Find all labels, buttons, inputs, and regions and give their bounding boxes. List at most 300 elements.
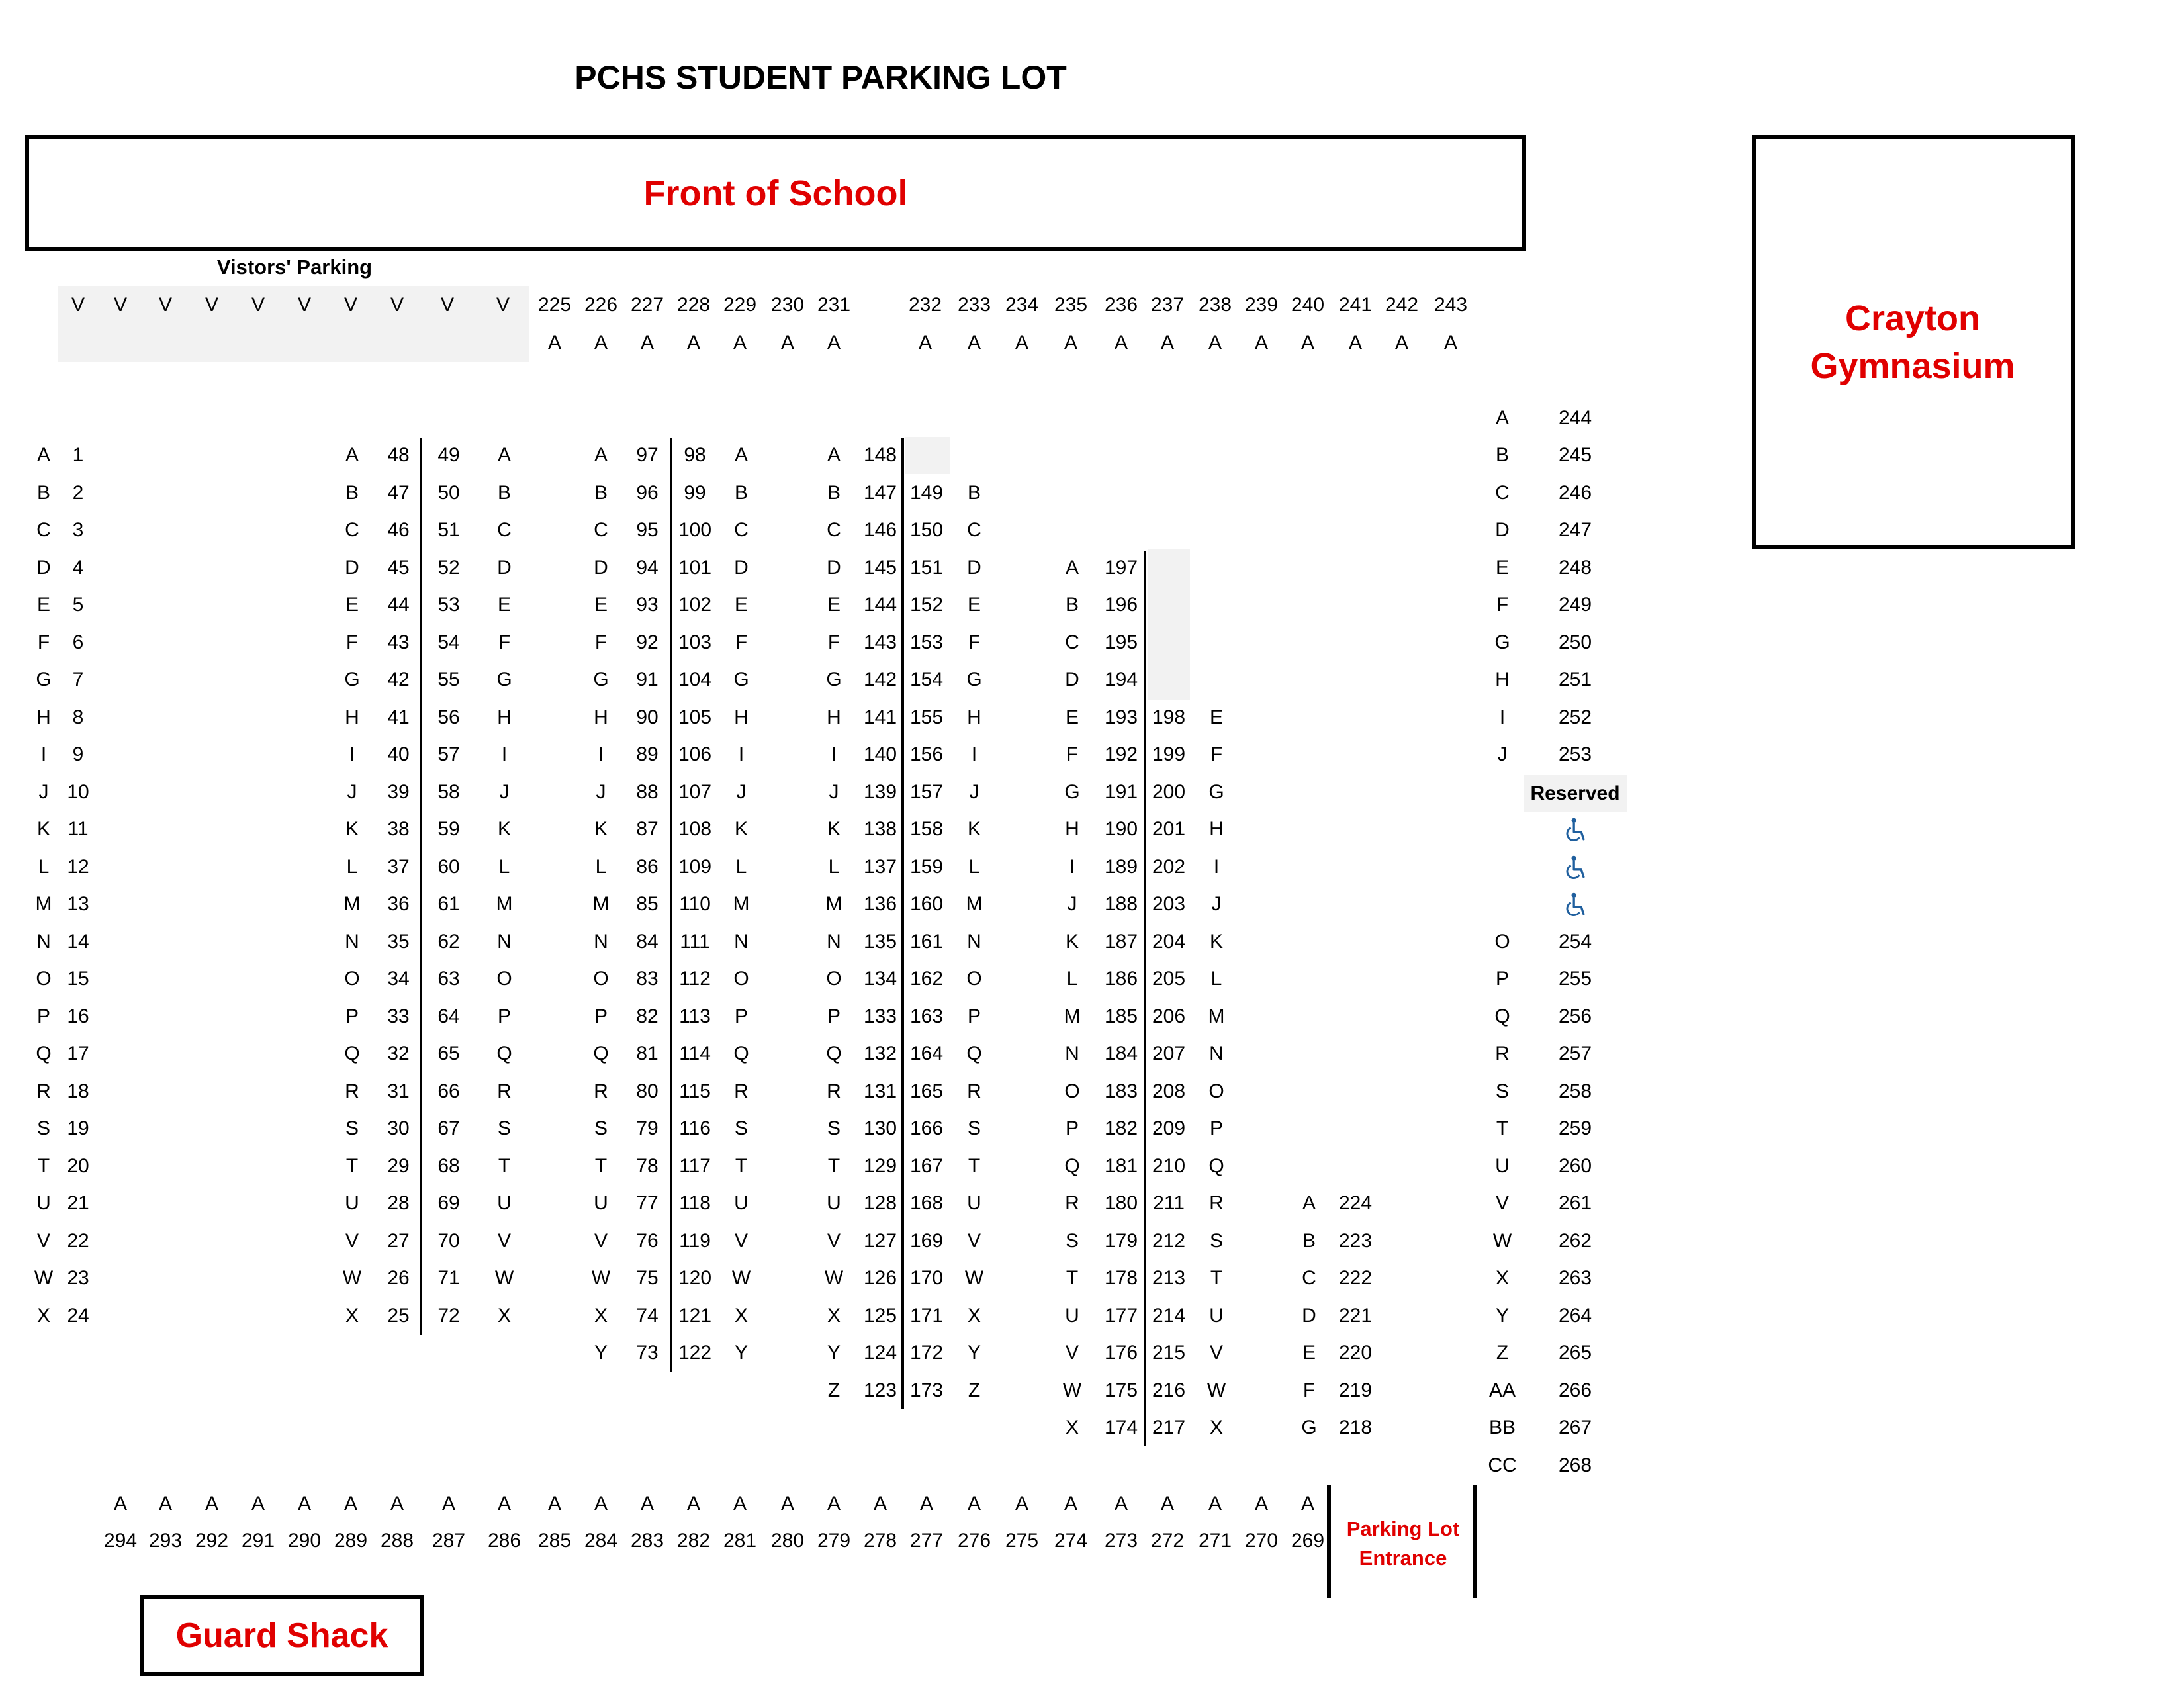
parking-row-letter: A <box>780 1493 794 1515</box>
parking-space-number: 74 <box>636 1304 659 1327</box>
parking-row-letter: X <box>345 1304 359 1327</box>
parking-space-number: 132 <box>863 1043 897 1064</box>
parking-space-number: 269 <box>1291 1530 1325 1552</box>
parking-row-letter: A <box>919 1493 933 1515</box>
parking-row-letter: P <box>967 1005 981 1027</box>
parking-row-letter: E <box>827 594 841 616</box>
parking-space-number: 97 <box>636 444 659 466</box>
parking-row-letter: Q <box>344 1043 360 1064</box>
parking-row-letter: A <box>594 444 608 466</box>
parking-row-letter: Y <box>1495 1304 1509 1327</box>
parking-space-number: 40 <box>387 743 410 765</box>
parking-space-number: 52 <box>437 556 460 579</box>
parking-row-letter: A <box>1302 1192 1316 1214</box>
parking-space-number: 162 <box>909 968 944 990</box>
parking-space-number: 24 <box>67 1304 89 1327</box>
parking-row-letter: E <box>1302 1342 1316 1364</box>
parking-row-letter: J <box>596 780 606 803</box>
parking-space-number: 39 <box>387 780 410 803</box>
parking-row-letter: C <box>1302 1267 1316 1289</box>
parking-space-number: 56 <box>437 706 460 728</box>
parking-space-number: 196 <box>1104 594 1138 616</box>
parking-space-number: 268 <box>1558 1454 1592 1476</box>
parking-row-letter: B <box>497 481 511 504</box>
parking-space-number: 115 <box>679 1080 711 1102</box>
parking-space-number: 76 <box>636 1229 659 1252</box>
parking-space-number: 45 <box>387 556 410 579</box>
parking-row-letter: O <box>36 968 52 990</box>
parking-row-letter: G <box>1064 780 1080 803</box>
parking-row-letter: B <box>967 481 981 504</box>
parking-row-letter: J <box>38 780 49 803</box>
parking-row-letter: O <box>496 968 512 990</box>
parking-space-number: 44 <box>387 594 410 616</box>
parking-row-letter: A <box>686 1493 700 1515</box>
parking-space-number: 201 <box>1152 818 1186 840</box>
parking-row-letter: V <box>734 1229 748 1252</box>
handicap-icon <box>1561 816 1590 845</box>
parking-row-letter: B <box>827 481 841 504</box>
parking-row-letter: F <box>968 631 981 653</box>
parking-space-number: 190 <box>1104 818 1138 840</box>
parking-row-letter: A <box>390 1493 404 1515</box>
parking-space-number: 242 <box>1385 294 1419 316</box>
parking-space-number: 87 <box>636 818 659 840</box>
parking-space-number: 213 <box>1152 1267 1186 1289</box>
parking-space-number: 281 <box>723 1530 757 1552</box>
parking-row-letter: S <box>1495 1080 1509 1102</box>
parking-space-number: 94 <box>636 556 659 579</box>
parking-space-number: 156 <box>909 743 944 765</box>
parking-row-letter: A <box>873 1493 887 1515</box>
parking-space-number: 33 <box>387 1005 410 1027</box>
parking-space-number: 221 <box>1338 1304 1373 1327</box>
parking-row-letter: J <box>1067 893 1077 915</box>
parking-row-letter: S <box>1065 1229 1079 1252</box>
parking-space-number: 110 <box>679 893 711 915</box>
parking-row-letter: F <box>1066 743 1079 765</box>
parking-space-number: 252 <box>1558 706 1592 728</box>
parking-row-letter: U <box>36 1192 51 1214</box>
visitor-space: V <box>205 294 218 316</box>
parking-space-number: 231 <box>817 294 851 316</box>
parking-row-letter: O <box>966 968 982 990</box>
parking-space-number: 134 <box>863 968 897 990</box>
parking-row-letter: T <box>968 1154 981 1177</box>
parking-space-number: 279 <box>817 1530 851 1552</box>
parking-space-number: 119 <box>679 1229 711 1252</box>
parking-space-number: 103 <box>678 631 712 653</box>
parking-space-number: 284 <box>584 1530 618 1552</box>
parking-space-number: 81 <box>636 1043 659 1064</box>
parking-row-letter: D <box>1302 1304 1316 1327</box>
parking-row-letter: H <box>1209 818 1224 840</box>
parking-row-letter: R <box>345 1080 359 1102</box>
parking-space-number: 73 <box>636 1342 659 1364</box>
visitor-space: V <box>251 294 265 316</box>
parking-space-number: 205 <box>1152 968 1186 990</box>
parking-row-letter: A <box>734 444 748 466</box>
parking-space-number: 233 <box>957 294 991 316</box>
parking-space-number: 288 <box>380 1530 414 1552</box>
parking-row-letter: A <box>1443 332 1457 353</box>
gymnasium-label: Crayton Gymnasium <box>1810 299 2015 386</box>
parking-row-letter: G <box>36 669 52 690</box>
parking-row-letter: T <box>827 1154 841 1177</box>
parking-space-number: 275 <box>1005 1530 1039 1552</box>
parking-space-number: 237 <box>1150 294 1185 316</box>
parking-space-number: 22 <box>67 1229 89 1252</box>
parking-row-letter: A <box>827 444 841 466</box>
parking-row-letter: P <box>1495 968 1509 990</box>
parking-space-number: 193 <box>1104 706 1138 728</box>
parking-space-number: 209 <box>1152 1117 1186 1139</box>
parking-row-letter: A <box>967 1493 981 1515</box>
parking-space-number: 63 <box>437 968 460 990</box>
parking-row-letter: T <box>1210 1267 1223 1289</box>
parking-space-number: 102 <box>678 594 712 616</box>
parking-row-letter: T <box>1066 1267 1079 1289</box>
parking-row-letter: E <box>734 594 748 616</box>
parking-space-number: 118 <box>679 1192 711 1214</box>
parking-row-letter: K <box>734 818 748 840</box>
parking-row-letter: A <box>547 1493 561 1515</box>
parking-row-letter: R <box>734 1080 749 1102</box>
parking-space-number: 105 <box>678 706 712 728</box>
parking-space-number: 273 <box>1104 1530 1138 1552</box>
parking-space-number: 161 <box>909 930 944 953</box>
parking-space-number: 6 <box>72 631 84 653</box>
parking-row-letter: V <box>1209 1342 1223 1364</box>
parking-row-letter: D <box>967 556 981 579</box>
parking-space-number: 46 <box>387 519 410 541</box>
parking-row-letter: L <box>1066 968 1078 990</box>
parking-row-letter: E <box>967 594 981 616</box>
parking-space-number: 167 <box>909 1154 944 1177</box>
parking-row-letter: T <box>37 1154 50 1177</box>
parking-space-number: 170 <box>909 1267 944 1289</box>
parking-row-letter: M <box>496 893 513 915</box>
parking-space-number: 27 <box>387 1229 410 1252</box>
parking-space-number: 272 <box>1150 1530 1185 1552</box>
parking-space-number: 41 <box>387 706 410 728</box>
parking-space-number: 230 <box>770 294 805 316</box>
entrance-right-wall <box>1473 1485 1477 1598</box>
parking-space-number: 114 <box>679 1043 711 1064</box>
parking-space-number: 171 <box>909 1304 944 1327</box>
parking-row-letter: N <box>967 930 981 953</box>
parking-row-letter: K <box>497 818 511 840</box>
parking-row-letter: M <box>1064 1005 1081 1027</box>
parking-space-number: 287 <box>432 1530 466 1552</box>
front-of-school-label: Front of School <box>643 173 908 213</box>
parking-space-number: 64 <box>437 1005 460 1027</box>
parking-space-number: 58 <box>437 780 460 803</box>
parking-row-letter: A <box>1208 332 1222 353</box>
parking-space-number: 4 <box>72 556 84 579</box>
parking-row-letter: E <box>497 594 511 616</box>
parking-space-number: 148 <box>863 444 897 466</box>
parking-row-letter: U <box>967 1192 981 1214</box>
parking-space-number: 160 <box>909 893 944 915</box>
parking-row-letter: A <box>297 1493 311 1515</box>
parking-row-letter: X <box>827 1304 841 1327</box>
parking-row-letter: C <box>1495 481 1510 504</box>
parking-space-number: 168 <box>909 1192 944 1214</box>
parking-row-letter: C <box>1065 631 1079 653</box>
handicap-icon <box>1561 854 1590 883</box>
parking-row-letter: A <box>1254 332 1268 353</box>
parking-lot-entrance-label: Parking Lot Entrance <box>1346 1517 1460 1570</box>
parking-row-letter: S <box>36 1117 50 1139</box>
parking-space-number: 116 <box>679 1117 711 1139</box>
parking-row-letter: T <box>594 1154 608 1177</box>
parking-space-number: 139 <box>863 780 897 803</box>
parking-row-letter: Y <box>734 1342 748 1364</box>
parking-space-number: 248 <box>1558 556 1592 579</box>
parking-space-number: 13 <box>67 893 89 915</box>
parking-row-letter: Y <box>967 1342 981 1364</box>
visitor-space: V <box>113 294 127 316</box>
parking-row-letter: I <box>1499 706 1506 728</box>
parking-row-letter: E <box>345 594 359 616</box>
parking-row-letter: A <box>1394 332 1408 353</box>
parking-space-number: 100 <box>678 519 712 541</box>
parking-row-letter: N <box>827 930 841 953</box>
parking-row-letter: O <box>344 968 360 990</box>
parking-space-number: 108 <box>678 818 712 840</box>
parking-space-number: 294 <box>103 1530 138 1552</box>
parking-space-number: 177 <box>1104 1304 1138 1327</box>
parking-row-letter: P <box>1209 1117 1223 1139</box>
visitor-space: V <box>390 294 404 316</box>
parking-space-number: 25 <box>387 1304 410 1327</box>
parking-space-number: 26 <box>387 1267 410 1289</box>
parking-space-number: 120 <box>678 1267 712 1289</box>
parking-space-number: 228 <box>676 294 711 316</box>
parking-space-number: 143 <box>863 631 897 653</box>
front-of-school-box <box>25 135 1526 251</box>
parking-space-number: 183 <box>1104 1080 1138 1102</box>
parking-row-letter: R <box>1495 1043 1510 1064</box>
parking-row-letter: Z <box>1496 1342 1509 1364</box>
parking-row-letter: R <box>594 1080 608 1102</box>
parking-space-number: 166 <box>909 1117 944 1139</box>
parking-row-letter: K <box>36 818 50 840</box>
parking-row-letter: J <box>829 780 839 803</box>
parking-space-number: 199 <box>1152 743 1186 765</box>
parking-space-number: 229 <box>723 294 757 316</box>
parking-space-number: 293 <box>148 1530 183 1552</box>
parking-row-letter: A <box>827 332 841 353</box>
parking-space-number: 208 <box>1152 1080 1186 1102</box>
parking-space-number: 48 <box>387 444 410 466</box>
parking-row-letter: F <box>1210 743 1223 765</box>
parking-row-letter: A <box>967 332 981 353</box>
parking-space-number: 178 <box>1104 1267 1138 1289</box>
parking-space-number: 43 <box>387 631 410 653</box>
parking-row-letter: A <box>441 1493 455 1515</box>
parking-space-number: 216 <box>1152 1379 1186 1401</box>
parking-space-number: 86 <box>636 855 659 878</box>
parking-space-number: 98 <box>684 444 706 466</box>
parking-space-number: 42 <box>387 669 410 690</box>
parking-row-letter: U <box>734 1192 749 1214</box>
parking-row-letter: A <box>1015 332 1028 353</box>
parking-space-number: 57 <box>437 743 460 765</box>
parking-row-letter: D <box>345 556 359 579</box>
parking-row-letter: W <box>342 1267 362 1289</box>
parking-space-number: 117 <box>679 1154 711 1177</box>
parking-space-number: 123 <box>863 1379 897 1401</box>
parking-space-number: 7 <box>72 669 84 690</box>
parking-row-letter: V <box>1065 1342 1079 1364</box>
parking-row-letter: D <box>734 556 749 579</box>
parking-row-letter: O <box>1208 1080 1224 1102</box>
parking-row-letter: F <box>345 631 359 653</box>
parking-space-number: 175 <box>1104 1379 1138 1401</box>
parking-row-letter: Q <box>593 1043 609 1064</box>
parking-row-letter: E <box>1495 556 1509 579</box>
parking-space-number: 11 <box>68 818 89 840</box>
parking-row-letter: D <box>1065 669 1079 690</box>
parking-space-number: 106 <box>678 743 712 765</box>
parking-space-number: 267 <box>1558 1417 1592 1438</box>
parking-row-letter: G <box>593 669 609 690</box>
parking-row-letter: P <box>345 1005 359 1027</box>
parking-row-letter: P <box>1065 1117 1079 1139</box>
parking-row-letter: A <box>1064 1493 1077 1515</box>
guard-shack-box <box>140 1595 424 1676</box>
parking-space-number: 240 <box>1291 294 1325 316</box>
parking-row-letter: A <box>918 332 932 353</box>
parking-space-number: 92 <box>636 631 659 653</box>
parking-row-letter: I <box>1069 855 1075 878</box>
parking-row-letter: A <box>1254 1493 1268 1515</box>
parking-row-letter: U <box>1065 1304 1079 1327</box>
parking-row-letter: V <box>1495 1192 1509 1214</box>
parking-row-letter: A <box>640 332 654 353</box>
parking-space-number: 37 <box>387 855 410 878</box>
visitor-space: V <box>440 294 454 316</box>
parking-space-number: 234 <box>1005 294 1039 316</box>
parking-row-letter: R <box>1065 1192 1079 1214</box>
parking-space-number: 8 <box>72 706 84 728</box>
parking-row-letter: O <box>1064 1080 1080 1102</box>
parking-row-letter: H <box>497 706 512 728</box>
parking-space-number: 31 <box>387 1080 410 1102</box>
parking-row-letter: O <box>826 968 842 990</box>
parking-row-letter: A <box>1495 406 1509 429</box>
parking-space-number: 10 <box>67 780 89 803</box>
parking-row-letter: P <box>734 1005 748 1027</box>
parking-row-letter: C <box>36 519 51 541</box>
parking-row-letter: A <box>345 444 359 466</box>
parking-row-letter: S <box>967 1117 981 1139</box>
parking-row-letter: D <box>497 556 512 579</box>
parking-row-letter: T <box>1496 1117 1509 1139</box>
parking-row-letter: S <box>345 1117 359 1139</box>
parking-space-number: 257 <box>1558 1043 1592 1064</box>
parking-space-number: 222 <box>1338 1267 1373 1289</box>
parking-space-number: 292 <box>195 1530 229 1552</box>
parking-space-number: 54 <box>437 631 460 653</box>
parking-space-number: 181 <box>1104 1154 1138 1177</box>
parking-row-letter: G <box>496 669 512 690</box>
parking-space-number: 236 <box>1104 294 1138 316</box>
parking-space-number: 262 <box>1558 1229 1592 1252</box>
parking-space-number: 80 <box>636 1080 659 1102</box>
parking-row-letter: W <box>591 1267 611 1289</box>
parking-row-letter: N <box>497 930 512 953</box>
parking-row-letter: I <box>738 743 745 765</box>
parking-row-letter: L <box>38 855 50 878</box>
parking-row-letter: I <box>971 743 978 765</box>
parking-space-number: 19 <box>67 1117 89 1139</box>
parking-row-letter: X <box>1495 1267 1509 1289</box>
parking-row-letter: S <box>827 1117 841 1139</box>
parking-space-number: 53 <box>437 594 460 616</box>
parking-row-letter: N <box>1065 1043 1079 1064</box>
parking-space-number: 290 <box>287 1530 322 1552</box>
parking-row-letter: L <box>498 855 510 878</box>
visitor-space: V <box>343 294 357 316</box>
parking-space-number: 84 <box>636 930 659 953</box>
parking-space-number: 151 <box>909 556 944 579</box>
parking-space-number: 169 <box>909 1229 944 1252</box>
parking-row-letter: E <box>1065 706 1079 728</box>
parking-row-letter: A <box>113 1493 127 1515</box>
page-title: PCHS STUDENT PARKING LOT <box>574 59 1067 96</box>
parking-row-letter: A <box>1160 1493 1174 1515</box>
parking-space-number: 50 <box>437 481 460 504</box>
parking-space-number: 182 <box>1104 1117 1138 1139</box>
parking-row-letter: A <box>733 1493 747 1515</box>
parking-row-letter: U <box>1495 1154 1510 1177</box>
parking-space-number: 280 <box>770 1530 805 1552</box>
parking-row-letter: V <box>827 1229 841 1252</box>
parking-space-number: 217 <box>1152 1417 1186 1438</box>
parking-space-number: 263 <box>1558 1267 1592 1289</box>
parking-row-letter: Q <box>1208 1154 1224 1177</box>
parking-space-number: 198 <box>1152 706 1186 728</box>
parking-space-number: 174 <box>1104 1417 1138 1438</box>
parking-space-number: 77 <box>636 1192 659 1214</box>
parking-space-number: 51 <box>437 519 460 541</box>
parking-space-number: 235 <box>1054 294 1088 316</box>
empty-space-shade <box>905 437 950 474</box>
parking-row-letter: Q <box>36 1043 52 1064</box>
parking-row-letter: K <box>967 818 981 840</box>
parking-space-number: 187 <box>1104 930 1138 953</box>
parking-space-number: 173 <box>909 1379 944 1401</box>
parking-space-number: 265 <box>1558 1342 1592 1364</box>
parking-space-number: 12 <box>67 855 89 878</box>
parking-space-number: 283 <box>630 1530 664 1552</box>
parking-row-letter: A <box>343 1493 357 1515</box>
parking-space-number: 101 <box>678 556 712 579</box>
parking-row-letter: S <box>594 1117 608 1139</box>
parking-row-letter: N <box>345 930 359 953</box>
parking-row-letter: H <box>827 706 841 728</box>
parking-row-letter: W <box>964 1267 984 1289</box>
parking-space-number: 215 <box>1152 1342 1186 1364</box>
parking-space-number: 278 <box>863 1530 897 1552</box>
parking-space-number: 141 <box>863 706 897 728</box>
parking-row-letter: U <box>594 1192 608 1214</box>
parking-space-number: 30 <box>387 1117 410 1139</box>
parking-space-number: 256 <box>1558 1005 1592 1027</box>
